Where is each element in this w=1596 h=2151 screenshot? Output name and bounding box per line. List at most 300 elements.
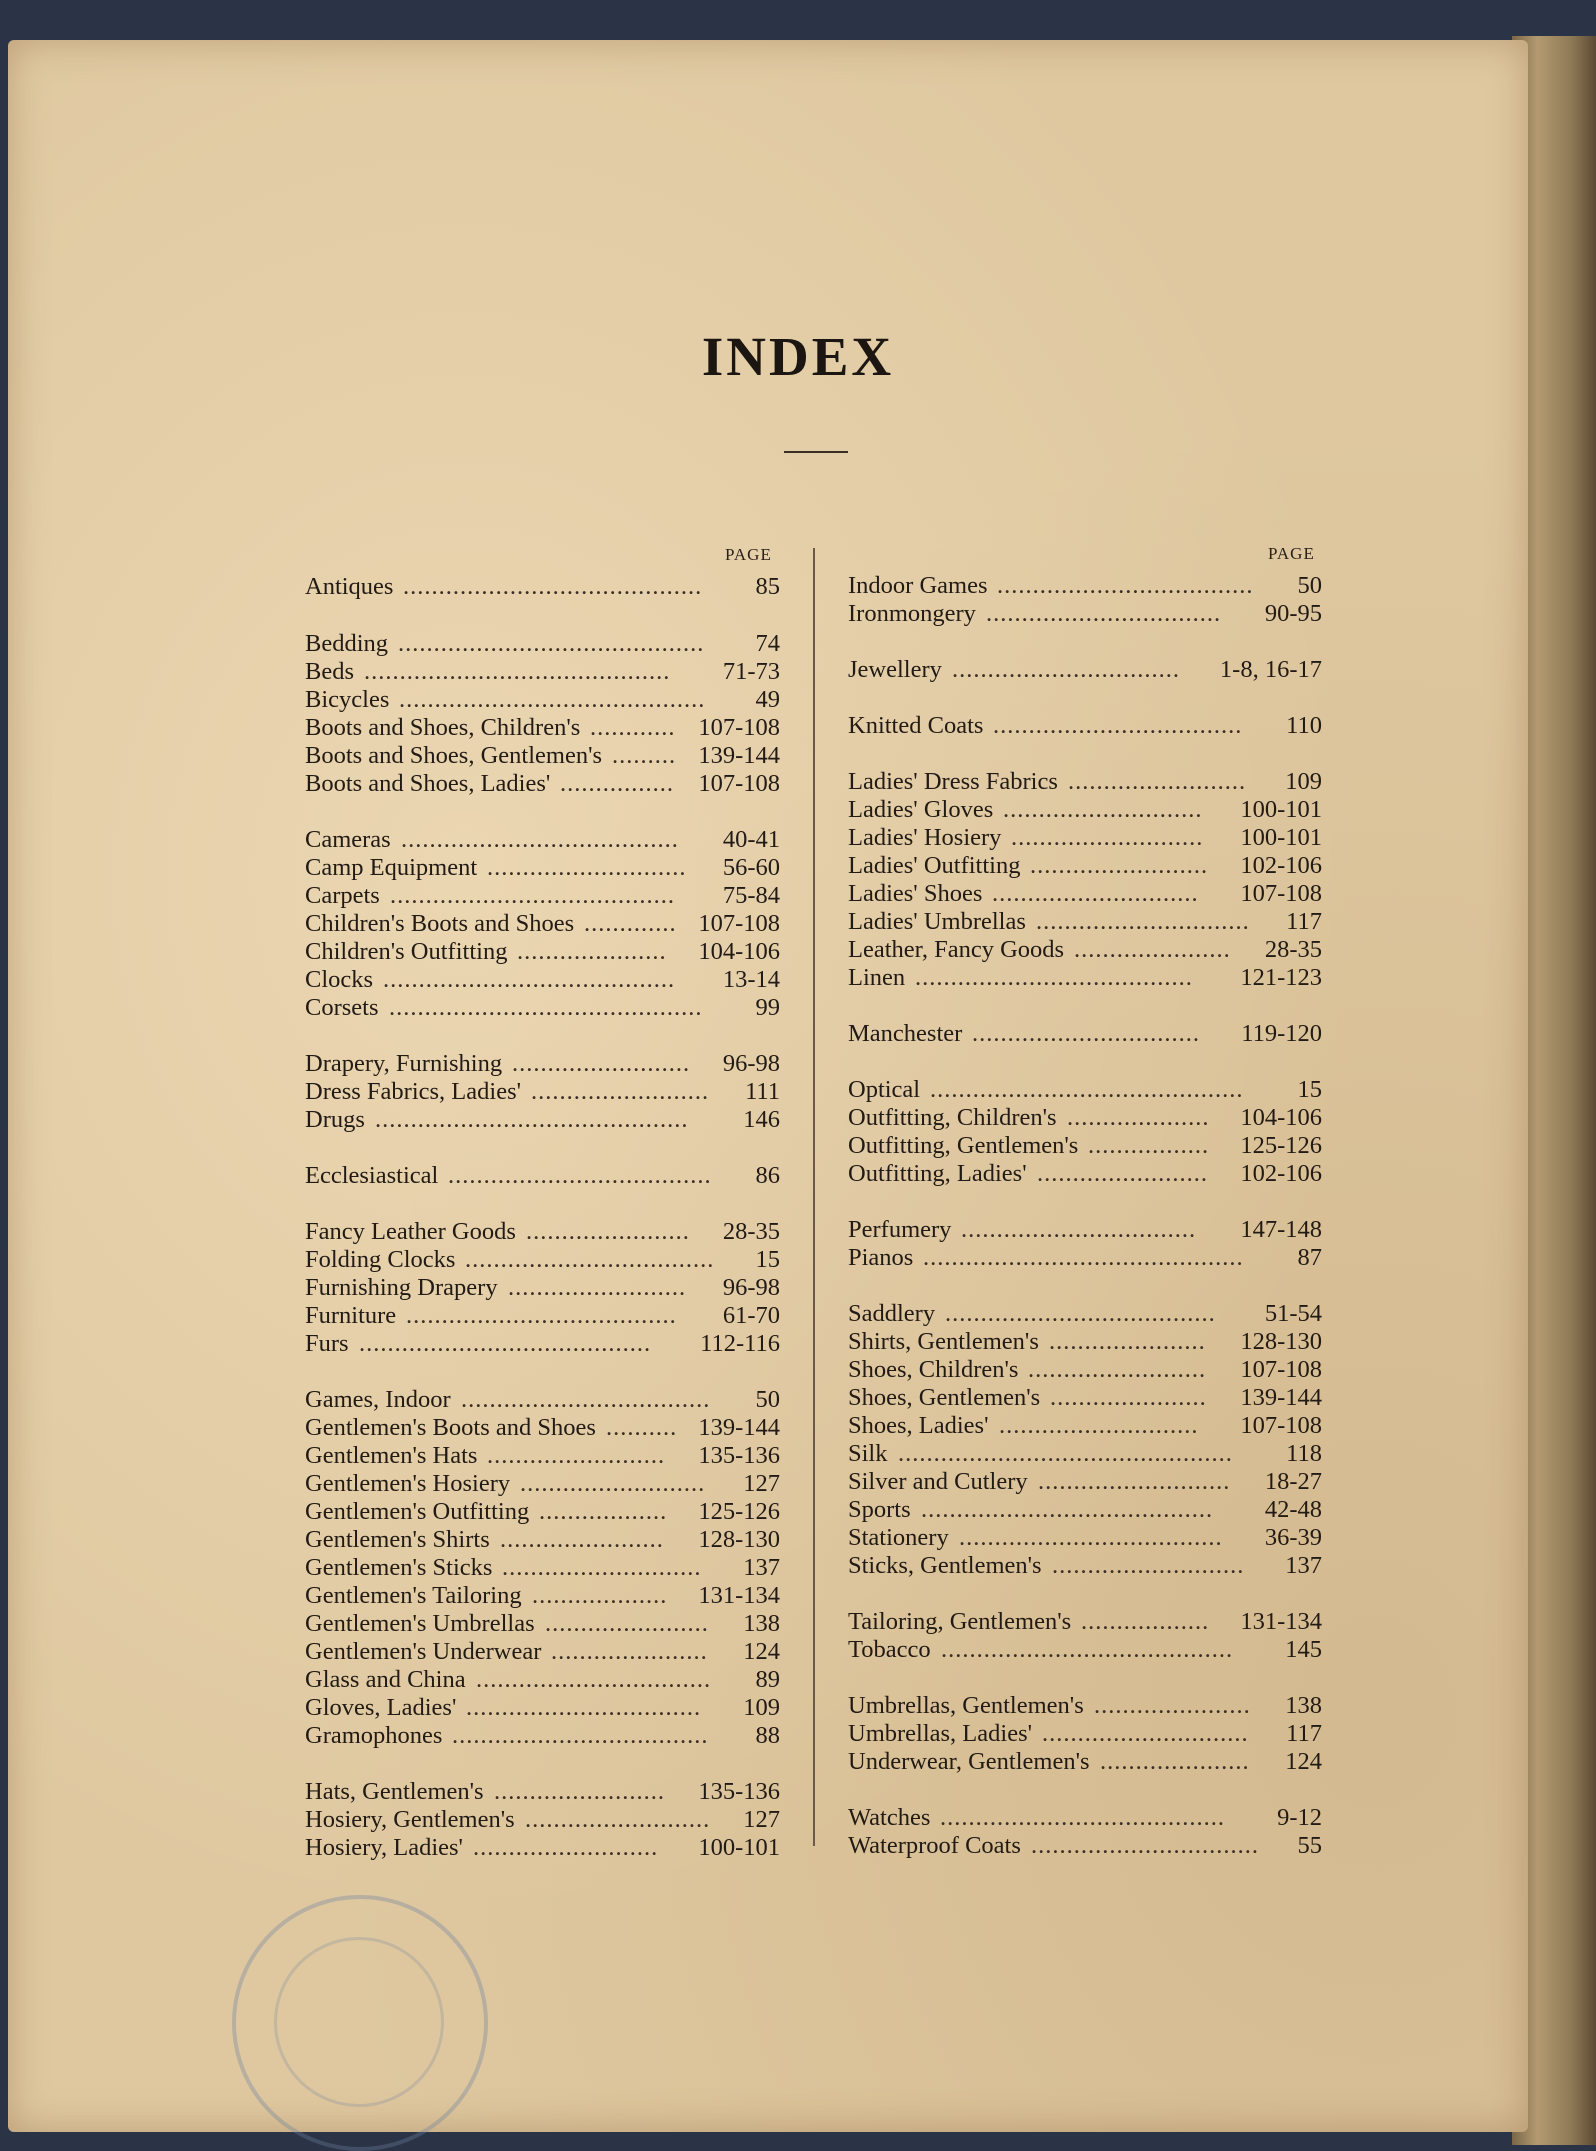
dot-leader: ................................	[1031, 1832, 1259, 1859]
entry-label: Ladies' Gloves	[848, 796, 994, 823]
dot-leader: .........................	[1028, 1356, 1207, 1383]
entry-label: Boots and Shoes, Ladies'	[305, 770, 551, 797]
dot-leader: .............................................	[923, 1244, 1244, 1271]
entry-label: Ladies' Shoes	[848, 880, 983, 907]
dot-leader: ...........................................	[399, 686, 706, 713]
dot-leader: .......................	[545, 1610, 709, 1637]
entry-page: 51-54	[1264, 1300, 1322, 1327]
entry-page: 146	[743, 1106, 780, 1133]
dot-leader: ............	[590, 714, 676, 741]
dot-leader: ............................................	[389, 994, 703, 1021]
dot-leader: ......................	[1094, 1692, 1251, 1719]
index-entry	[305, 1330, 780, 1358]
dot-leader: ..........................................	[403, 573, 703, 600]
dot-leader: .......................	[500, 1526, 664, 1553]
index-entry	[848, 796, 1322, 824]
entry-label: Children's Outfitting	[305, 938, 508, 965]
entry-page: 100-101	[698, 1834, 780, 1861]
entry-label: Ironmongery	[848, 600, 976, 627]
entry-page: 107-108	[698, 910, 780, 937]
entry-page: 88	[755, 1722, 780, 1749]
dot-leader: .........................................	[921, 1496, 1214, 1523]
entry-label: Gentlemen's Outfitting	[305, 1498, 530, 1525]
index-entry	[305, 966, 780, 994]
entry-label: Shoes, Gentlemen's	[848, 1384, 1041, 1411]
entry-page: 86	[755, 1162, 780, 1189]
index-entry	[848, 1384, 1322, 1412]
dot-leader: ......................................	[945, 1300, 1216, 1327]
index-entry	[305, 854, 780, 882]
entry-page: 13-14	[722, 966, 780, 993]
entry-page: 139-144	[698, 1414, 780, 1441]
entry-page: 139-144	[698, 742, 780, 769]
entry-label: Antiques	[305, 573, 394, 600]
dot-leader: ...........................	[1038, 1468, 1231, 1495]
dot-leader: ..........	[606, 1414, 678, 1441]
index-entry	[305, 1554, 780, 1582]
dot-leader: ....................................	[452, 1722, 709, 1749]
index-entry	[848, 600, 1322, 628]
entry-label: Camp Equipment	[305, 854, 478, 881]
dot-leader: ............................................	[930, 1076, 1244, 1103]
index-entry	[848, 572, 1322, 600]
entry-page: 87	[1297, 1244, 1322, 1271]
entry-page: 49	[755, 686, 780, 713]
dot-leader: .........................................	[383, 966, 676, 993]
index-entry	[848, 1132, 1322, 1160]
entry-page: 50	[755, 1386, 780, 1413]
dot-leader: ......................	[1049, 1328, 1206, 1355]
index-entry	[305, 1246, 780, 1274]
entry-label: Silk	[848, 1440, 888, 1467]
dot-leader: ............................	[999, 1412, 1199, 1439]
entry-page: 121-123	[1240, 964, 1322, 991]
entry-page: 85	[755, 573, 780, 600]
dot-leader: ..................	[1081, 1608, 1210, 1635]
entry-label: Pianos	[848, 1244, 914, 1271]
index-entry	[305, 1498, 780, 1526]
entry-page: 42-48	[1264, 1496, 1322, 1523]
entry-page: 28-35	[722, 1218, 780, 1245]
index-entry	[305, 1610, 780, 1638]
entry-page: 124	[1285, 1748, 1322, 1775]
entry-page: 1-8, 16-17	[1219, 656, 1322, 683]
entry-label: Dress Fabrics, Ladies'	[305, 1078, 522, 1105]
dot-leader: .....................	[1100, 1748, 1250, 1775]
entry-page: 117	[1286, 908, 1322, 935]
dot-leader: ........................	[494, 1778, 665, 1805]
right-page-heading: PAGE	[1268, 544, 1315, 563]
entry-label: Fancy Leather Goods	[305, 1218, 516, 1245]
entry-label: Waterproof Coats	[848, 1832, 1021, 1859]
entry-label: Hosiery, Ladies'	[305, 1834, 463, 1861]
entry-label: Drugs	[305, 1106, 365, 1133]
index-entry	[305, 1582, 780, 1610]
entry-label: Hosiery, Gentlemen's	[305, 1806, 515, 1833]
entry-page: 107-108	[698, 770, 780, 797]
dot-leader: ........................	[1037, 1160, 1208, 1187]
dot-leader: ..........................	[525, 1806, 711, 1833]
index-entry	[305, 882, 780, 910]
index-entry	[305, 1162, 780, 1190]
index-entry	[305, 1078, 780, 1106]
dot-leader: ........................................	[390, 882, 675, 909]
index-entry	[848, 908, 1322, 936]
entry-label: Indoor Games	[848, 572, 988, 599]
dot-leader: ..............................	[1036, 908, 1250, 935]
entry-label: Bedding	[305, 630, 389, 657]
entry-label: Furs	[305, 1330, 349, 1357]
entry-page: 117	[1286, 1720, 1322, 1747]
dot-leader: .......................	[526, 1218, 690, 1245]
entry-page: 96-98	[722, 1050, 780, 1077]
index-entry	[848, 1216, 1322, 1244]
dot-leader: .........................	[512, 1050, 691, 1077]
entry-page: 119-120	[1241, 1020, 1322, 1047]
index-entry	[848, 1748, 1322, 1776]
dot-leader: .................................	[986, 600, 1222, 627]
entry-page: 135-136	[698, 1442, 780, 1469]
dot-leader: .......................................	[915, 964, 1193, 991]
entry-page: 36-39	[1264, 1524, 1322, 1551]
entry-page: 145	[1285, 1636, 1322, 1663]
entry-label: Hats, Gentlemen's	[305, 1778, 484, 1805]
entry-page: 109	[1285, 768, 1322, 795]
dot-leader: ....................................	[997, 572, 1254, 599]
entry-label: Furniture	[305, 1302, 397, 1329]
entry-label: Sticks, Gentlemen's	[848, 1552, 1042, 1579]
entry-page: 109	[743, 1694, 780, 1721]
dot-leader: .....................................	[448, 1162, 712, 1189]
entry-label: Tobacco	[848, 1636, 931, 1663]
entry-page: 147-148	[1240, 1216, 1322, 1243]
entry-label: Gentlemen's Hats	[305, 1442, 478, 1469]
entry-label: Stationery	[848, 1524, 949, 1551]
entry-label: Gentlemen's Sticks	[305, 1554, 493, 1581]
index-entry	[305, 826, 780, 854]
entry-label: Corsets	[305, 994, 379, 1021]
entry-page: 9-12	[1277, 1804, 1322, 1831]
dot-leader: ...................................	[465, 1246, 715, 1273]
dot-leader: .............................	[992, 880, 1199, 907]
entry-label: Saddlery	[848, 1300, 936, 1327]
entry-label: Drapery, Furnishing	[305, 1050, 503, 1077]
dot-leader: ...........................................	[398, 630, 705, 657]
entry-page: 104-106	[1240, 1104, 1322, 1131]
index-entry	[848, 1608, 1322, 1636]
entry-label: Leather, Fancy Goods	[848, 936, 1065, 963]
entry-label: Tailoring, Gentlemen's	[848, 1608, 1072, 1635]
entry-page: 15	[1297, 1076, 1322, 1103]
entry-label: Gramophones	[305, 1722, 443, 1749]
entry-label: Ecclesiastical	[305, 1162, 439, 1189]
dot-leader: ................	[560, 770, 674, 797]
dot-leader: ................................	[972, 1020, 1200, 1047]
entry-label: Umbrellas, Gentlemen's	[848, 1692, 1084, 1719]
entry-page: 18-27	[1264, 1468, 1322, 1495]
index-entry	[305, 1274, 780, 1302]
dot-leader: ............................	[502, 1554, 702, 1581]
entry-page: 138	[1285, 1692, 1322, 1719]
index-entry	[305, 1470, 780, 1498]
index-entry	[305, 1106, 780, 1134]
index-entry	[305, 1806, 780, 1834]
entry-label: Bicycles	[305, 686, 390, 713]
page-title: INDEX	[701, 326, 895, 387]
title-rule	[784, 451, 848, 453]
dot-leader: .........................	[508, 1274, 687, 1301]
index-entry	[848, 1020, 1322, 1048]
dot-leader: ............................	[1003, 796, 1203, 823]
index-entry	[848, 964, 1322, 992]
entry-label: Optical	[848, 1076, 921, 1103]
entry-page: 90-95	[1264, 600, 1322, 627]
index-entry	[305, 910, 780, 938]
dot-leader: ...................................	[993, 712, 1243, 739]
entry-label: Clocks	[305, 966, 374, 993]
dot-leader: ........................................	[940, 1804, 1225, 1831]
index-entry	[848, 1692, 1322, 1720]
entry-label: Linen	[848, 964, 906, 991]
dot-leader: ..........................	[473, 1834, 659, 1861]
dot-leader: ...........................	[1052, 1552, 1245, 1579]
dot-leader: .........................	[1030, 852, 1209, 879]
index-entry	[305, 573, 780, 601]
entry-label: Children's Boots and Shoes	[305, 910, 575, 937]
index-entry	[305, 1218, 780, 1246]
entry-label: Outfitting, Gentlemen's	[848, 1132, 1079, 1159]
index-entry	[848, 1356, 1322, 1384]
index-entry	[305, 742, 780, 770]
dot-leader: .................................	[466, 1694, 702, 1721]
dot-leader: .........................	[487, 1442, 666, 1469]
dot-leader: ................................	[952, 656, 1180, 683]
entry-label: Jewellery	[848, 656, 942, 683]
dot-leader: .........................................	[359, 1330, 652, 1357]
index-entry	[305, 994, 780, 1022]
dot-leader: .........................	[1068, 768, 1247, 795]
entry-page: 40-41	[722, 826, 780, 853]
entry-page: 107-108	[1240, 1412, 1322, 1439]
index-entry	[848, 712, 1322, 740]
entry-label: Watches	[848, 1804, 931, 1831]
index-entry	[305, 1666, 780, 1694]
dot-leader: ......................	[1074, 936, 1231, 963]
entry-label: Umbrellas, Ladies'	[848, 1720, 1033, 1747]
index-entry	[848, 1328, 1322, 1356]
dot-leader: .................................	[476, 1666, 712, 1693]
dot-leader: ...............................................	[898, 1440, 1233, 1467]
index-entry	[848, 1552, 1322, 1580]
entry-page: 102-106	[1240, 852, 1322, 879]
dot-leader: .............	[584, 910, 677, 937]
dot-leader: .........	[612, 742, 677, 769]
entry-page: 135-136	[698, 1778, 780, 1805]
index-entry	[848, 1636, 1322, 1664]
entry-page: 131-134	[698, 1582, 780, 1609]
entry-label: Games, Indoor	[305, 1386, 451, 1413]
entry-label: Gentlemen's Tailoring	[305, 1582, 522, 1609]
entry-page: 15	[755, 1246, 780, 1273]
dot-leader: ......................	[1050, 1384, 1207, 1411]
index-entry	[305, 1638, 780, 1666]
entry-page: 127	[743, 1470, 780, 1497]
entry-label: Shoes, Children's	[848, 1356, 1019, 1383]
entry-label: Gloves, Ladies'	[305, 1694, 457, 1721]
entry-page: 100-101	[1240, 824, 1322, 851]
index-entry	[848, 1076, 1322, 1104]
entry-label: Ladies' Outfitting	[848, 852, 1021, 879]
entry-page: 28-35	[1264, 936, 1322, 963]
dot-leader: ....................	[1067, 1104, 1210, 1131]
dot-leader: .......................................	[401, 826, 679, 853]
entry-page: 107-108	[698, 714, 780, 741]
index-entry	[848, 1300, 1322, 1328]
dot-leader: .........................................	[941, 1636, 1234, 1663]
index-entry	[848, 880, 1322, 908]
entry-page: 96-98	[722, 1274, 780, 1301]
entry-label: Folding Clocks	[305, 1246, 456, 1273]
dot-leader: .........................	[531, 1078, 710, 1105]
dot-leader: .................	[1088, 1132, 1210, 1159]
index-entry	[848, 1104, 1322, 1132]
entry-label: Gentlemen's Umbrellas	[305, 1610, 535, 1637]
index-entry	[848, 936, 1322, 964]
entry-page: 110	[1286, 712, 1322, 739]
index-entry	[848, 1720, 1322, 1748]
index-entry	[305, 1834, 780, 1862]
library-stamp-inner	[274, 1937, 444, 2107]
dot-leader: .....................	[517, 938, 667, 965]
index-entry	[305, 714, 780, 742]
entry-page: 75-84	[722, 882, 780, 909]
index-entry	[848, 1412, 1322, 1440]
entry-label: Perfumery	[848, 1216, 952, 1243]
index-entry	[305, 630, 780, 658]
index-entry	[848, 656, 1322, 684]
entry-label: Furnishing Drapery	[305, 1274, 498, 1301]
dot-leader: ...................	[532, 1582, 668, 1609]
entry-page: 74	[755, 630, 780, 657]
index-entry	[305, 1694, 780, 1722]
entry-page: 71-73	[722, 658, 780, 685]
entry-label: Sports	[848, 1496, 911, 1523]
index-entry	[848, 1524, 1322, 1552]
entry-page: 128-130	[698, 1526, 780, 1553]
entry-label: Underwear, Gentlemen's	[848, 1748, 1090, 1775]
index-entry	[305, 1778, 780, 1806]
entry-page: 127	[743, 1806, 780, 1833]
dot-leader: ..........................	[520, 1470, 706, 1497]
entry-page: 138	[743, 1610, 780, 1637]
index-entry	[305, 1722, 780, 1750]
entry-label: Glass and China	[305, 1666, 466, 1693]
entry-label: Gentlemen's Shirts	[305, 1526, 490, 1553]
index-entry	[848, 1468, 1322, 1496]
entry-label: Boots and Shoes, Children's	[305, 714, 581, 741]
dot-leader: ............................	[487, 854, 687, 881]
entry-label: Shoes, Ladies'	[848, 1412, 989, 1439]
entry-label: Beds	[305, 658, 354, 685]
dot-leader: ..................	[539, 1498, 668, 1525]
entry-label: Gentlemen's Hosiery	[305, 1470, 511, 1497]
entry-page: 50	[1297, 572, 1322, 599]
entry-page: 137	[1285, 1552, 1322, 1579]
entry-label: Ladies' Umbrellas	[848, 908, 1026, 935]
index-entry	[305, 658, 780, 686]
entry-label: Outfitting, Children's	[848, 1104, 1057, 1131]
dot-leader: .................................	[961, 1216, 1197, 1243]
entry-page: 111	[745, 1078, 780, 1105]
index-entry	[305, 1386, 780, 1414]
entry-page: 107-108	[1240, 880, 1322, 907]
entry-page: 137	[743, 1554, 780, 1581]
entry-label: Gentlemen's Boots and Shoes	[305, 1414, 596, 1441]
entry-page: 112-116	[700, 1330, 780, 1357]
entry-label: Ladies' Dress Fabrics	[848, 768, 1058, 795]
index-entry	[305, 1302, 780, 1330]
index-entry	[848, 852, 1322, 880]
dot-leader: ...................................	[461, 1386, 711, 1413]
entry-label: Gentlemen's Underwear	[305, 1638, 542, 1665]
index-entry	[848, 1244, 1322, 1272]
dot-leader: .....................................	[959, 1524, 1223, 1551]
dot-leader: ...........................................	[364, 658, 671, 685]
entry-page: 107-108	[1240, 1356, 1322, 1383]
index-entry	[305, 938, 780, 966]
entry-page: 102-106	[1240, 1160, 1322, 1187]
entry-label: Knitted Coats	[848, 712, 984, 739]
entry-page: 139-144	[1240, 1384, 1322, 1411]
entry-label: Ladies' Hosiery	[848, 824, 1002, 851]
entry-page: 89	[755, 1666, 780, 1693]
entry-page: 118	[1286, 1440, 1322, 1467]
left-page-heading: PAGE	[725, 545, 772, 564]
dot-leader: ......................................	[406, 1302, 677, 1329]
index-entry	[848, 1832, 1322, 1860]
entry-page: 125-126	[698, 1498, 780, 1525]
index-entry	[305, 1526, 780, 1554]
entry-label: Outfitting, Ladies'	[848, 1160, 1027, 1187]
entry-page: 61-70	[722, 1302, 780, 1329]
index-entry	[305, 770, 780, 798]
dot-leader: .............................	[1042, 1720, 1249, 1747]
dot-leader: ............................................	[375, 1106, 689, 1133]
index-entry	[305, 1442, 780, 1470]
index-entry	[848, 1160, 1322, 1188]
index-entry	[848, 1440, 1322, 1468]
entry-page: 56-60	[722, 854, 780, 881]
entry-page: 55	[1297, 1832, 1322, 1859]
entry-page: 125-126	[1240, 1132, 1322, 1159]
dot-leader: ......................	[551, 1638, 708, 1665]
entry-page: 99	[755, 994, 780, 1021]
column-divider	[813, 548, 815, 1846]
entry-page: 100-101	[1240, 796, 1322, 823]
dot-leader: ...........................	[1011, 824, 1204, 851]
entry-label: Silver and Cutlery	[848, 1468, 1028, 1495]
entry-label: Manchester	[848, 1020, 963, 1047]
index-entry	[305, 686, 780, 714]
index-entry	[305, 1050, 780, 1078]
entry-page: 131-134	[1240, 1608, 1322, 1635]
entry-label: Cameras	[305, 826, 391, 853]
entry-label: Shirts, Gentlemen's	[848, 1328, 1039, 1355]
entry-page: 104-106	[698, 938, 780, 965]
entry-page: 124	[743, 1638, 780, 1665]
index-entry	[848, 1496, 1322, 1524]
entry-label: Boots and Shoes, Gentlemen's	[305, 742, 603, 769]
